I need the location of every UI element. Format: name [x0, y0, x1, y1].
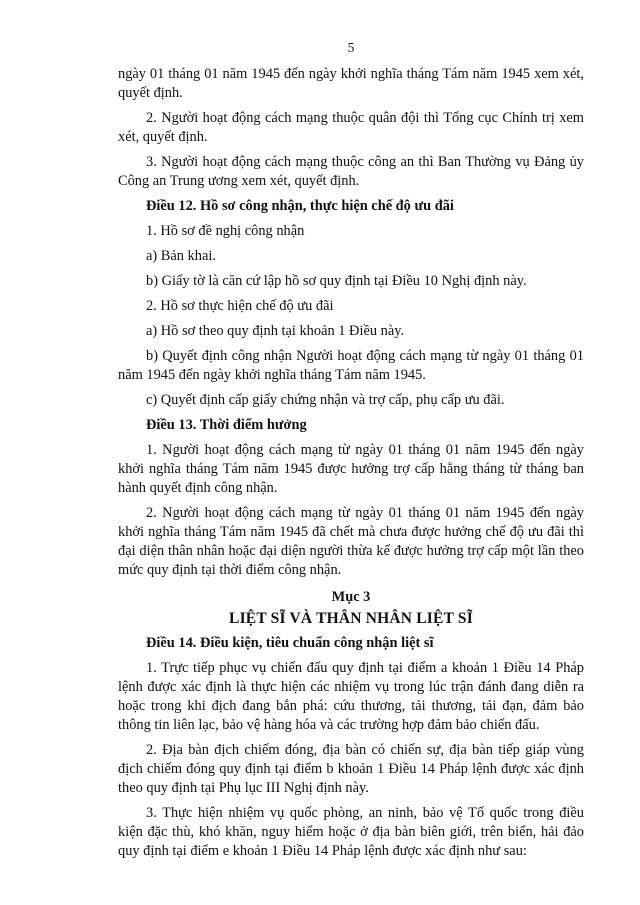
article-13-clause-1: 1. Người hoạt động cách mạng từ ngày 01 tháng 01 năm 1945 đến ngày khởi nghĩa tháng Tám năm 1945 được hưởng trợ cấp hằng tháng từ tháng ban hành quyết định công nhận. — [118, 442, 584, 496]
article-12-point-2c: c) Quyết định cấp giấy chứng nhận và trợ cấp, phụ cấp ưu đãi. — [146, 392, 505, 408]
paragraph-clause-3: 3. Người hoạt động cách mạng thuộc công an thì Ban Thường vụ Đảng ủy Công an Trung ương xem xét, quyết định. — [118, 154, 584, 189]
article-13-heading: Điều 13. Thời điểm hưởng — [146, 417, 307, 433]
paragraph-clause-2: 2. Người hoạt động cách mạng thuộc quân đội thì Tổng cục Chính trị xem xét, quyết định. — [118, 110, 584, 145]
article-12-heading: Điều 12. Hồ sơ công nhận, thực hiện chế độ ưu đãi — [146, 198, 454, 214]
article-14-heading: Điều 14. Điều kiện, tiêu chuẩn công nhận liệt sĩ — [146, 635, 434, 651]
article-12-clause-2: 2. Hồ sơ thực hiện chế độ ưu đãi — [146, 298, 334, 314]
article-12-clause-1: 1. Hồ sơ đề nghị công nhận — [146, 223, 305, 239]
section-heading: LIỆT SĨ VÀ THÂN NHÂN LIỆT SĨ — [229, 610, 473, 627]
section-label: Mục 3 — [331, 589, 371, 605]
paragraph-continued: ngày 01 tháng 01 năm 1945 đến ngày khởi nghĩa tháng Tám năm 1945 xem xét, quyết định. — [118, 66, 584, 101]
page-number: 5 — [347, 40, 355, 55]
article-13-clause-2: 2. Người hoạt động cách mạng từ ngày 01 tháng 01 năm 1945 đến ngày khởi nghĩa tháng Tám năm 1945 đã chết mà chưa được hưởng chế độ ưu đãi thì đại diện thân nhân hoặc đại diện người thừa kế được hưởng trợ cấp một lần theo mức quy định tại thời điểm công nhận. — [118, 505, 584, 578]
article-12-point-1b: b) Giấy tờ là căn cứ lập hồ sơ quy định tại Điều 10 Nghị định này. — [146, 273, 527, 289]
article-14-clause-1: 1. Trực tiếp phục vụ chiến đấu quy định tại điểm a khoản 1 Điều 14 Pháp lệnh được xác định là thực hiện các nhiệm vụ trong lúc trận đánh đang diễn ra hoặc trong khi địch đang bắn phá: cứu thương, tải thương, tải đạn, đảm bảo thông tin liên lạc, bảo vệ hàng hóa và các trường hợp đảm bảo chiến đấu. — [118, 660, 584, 733]
article-12-point-2a: a) Hồ sơ theo quy định tại khoản 1 Điều này. — [146, 323, 405, 339]
article-14-clause-2: 2. Địa bàn địch chiếm đóng, địa bàn có chiến sự, địa bàn tiếp giáp vùng địch chiếm đóng quy định tại điểm b khoản 1 Điều 14 Pháp lệnh được xác định theo quy định tại Phụ lục III Nghị định này. — [118, 742, 584, 796]
article-12-point-2b: b) Quyết định công nhận Người hoạt động cách mạng từ ngày 01 tháng 01 năm 1945 đến ngày khởi nghĩa tháng Tám năm 1945. — [118, 348, 584, 383]
article-12-point-1a: a) Bản khai. — [146, 248, 216, 264]
article-14-clause-3: 3. Thực hiện nhiệm vụ quốc phòng, an ninh, bảo vệ Tổ quốc trong điều kiện đặc thù, khó khăn, nguy hiểm hoặc ở địa bàn biên giới, trên biển, hải đảo quy định tại điểm e khoản 1 Điều 14 Pháp lệnh được xác định như sau: — [118, 805, 584, 859]
